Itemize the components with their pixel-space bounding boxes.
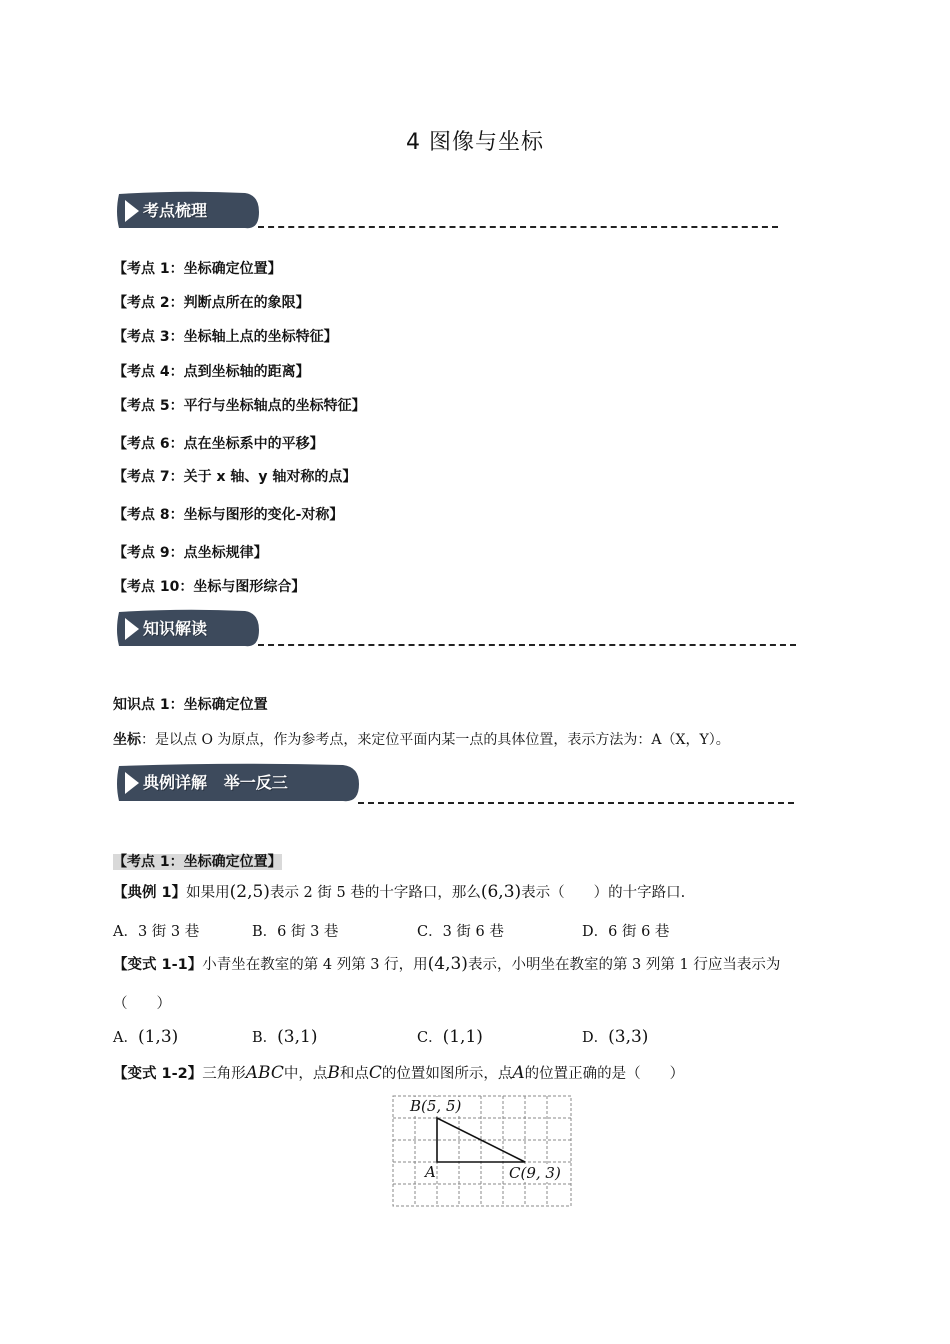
option-d: D．(3,3) [582,1027,649,1047]
banner-label: 知识解读 [143,619,208,638]
option-b: B．(3,1) [252,1027,318,1047]
banner-label: 典例详解 举一反三 [143,773,288,792]
kaodian-item: 【考点 3：坐标轴上点的坐标特征】 [113,329,338,345]
option-a: A．(1,3) [113,1027,179,1047]
dashed-rule [258,226,778,228]
dashed-rule [258,644,796,646]
kaodian-item: 【考点 10：坐标与图形综合】 [113,579,306,595]
kaodian-item: 【考点 1：坐标确定位置】 [113,261,282,277]
knowledge-definition [113,729,730,749]
math-coord: (2,5) [229,882,270,902]
option-c: C．(1,1) [417,1027,483,1047]
variant-1-1-question: 【变式 1-1】小青坐在教室的第 4 列第 3 行，用(4,3)表示，小明坐在教室的第 3 列第 1 行应当表示为 [113,954,781,974]
example-1-question: 【典例 1】如果用(2,5)表示 2 街 5 巷的十字路口，那么(6,3)表示（ ）的十字路口. [113,882,686,902]
option-c: C．3 街 6 巷 [417,924,504,940]
knowledge-heading: 知识点 1：坐标确定位置 [113,697,268,713]
knowledge-term: 坐标 [113,732,141,748]
math-coord: (6,3) [480,882,522,902]
kaodian-item: 【考点 8：坐标与图形的变化-对称】 [113,507,344,523]
example-tag: 【考点 1：坐标确定位置】 [113,854,282,870]
math-coord: (4,3) [427,954,468,974]
kaodian-item: 【考点 4：点到坐标轴的距离】 [113,364,310,380]
knowledge-text: ：是以点 O 为原点，作为参考点，来定位平面内某一点的具体位置，表示方法为：A（X，Y）。 [141,732,730,748]
label-point-c: C(9, 3) [509,1164,561,1182]
option-d: D．6 街 6 巷 [582,924,670,940]
label-point-b: B(5, 5) [410,1097,462,1115]
kaodian-item: 【考点 5：平行与坐标轴点的坐标特征】 [113,398,366,414]
page-title: 4 图像与坐标 [406,130,544,155]
dashed-rule [358,802,794,804]
banner-label: 考点梳理 [143,201,208,220]
label-point-a: A [425,1163,436,1181]
section-banner-zhishi [113,608,263,650]
kaodian-item: 【考点 2：判断点所在的象限】 [113,295,310,311]
kaodian-item: 【考点 7：关于 x 轴、y 轴对称的点】 [113,469,357,485]
variant-1-2-question: 【变式 1-2】三角形ABC中，点B和点C的位置如图所示，点A的位置正确的是（ ） [113,1063,685,1083]
section-banner-dianli [113,762,363,804]
section-banner-kaodian [113,190,263,232]
triangle-grid-figure [392,1095,574,1209]
option-a: A．3 街 3 巷 [113,924,200,940]
option-b: B．6 街 3 巷 [252,924,339,940]
kaodian-item: 【考点 9：点坐标规律】 [113,545,268,561]
variant-1-1-blank: （ ） [113,996,171,1012]
kaodian-item: 【考点 6：点在坐标系中的平移】 [113,436,324,452]
